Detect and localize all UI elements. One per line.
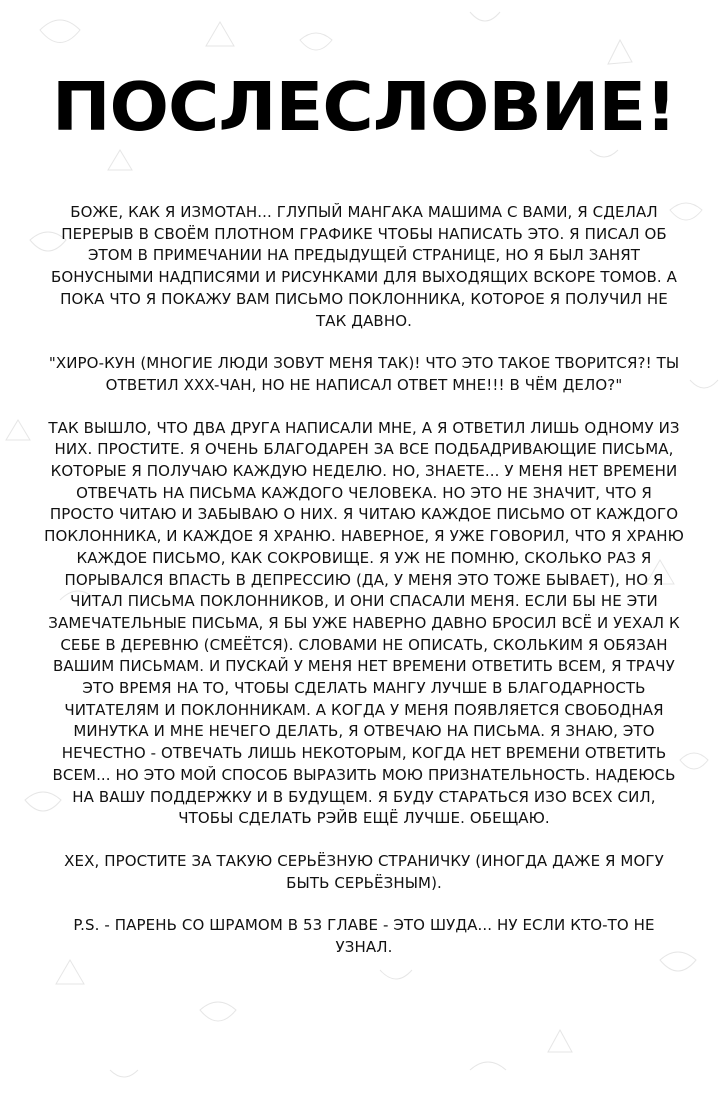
page-title: ПОСЛЕСЛОВИЕ! [51,68,677,146]
paragraph-reply: ТАК ВЫШЛО, ЧТО ДВА ДРУГА НАПИСАЛИ МНЕ, А Я ОТВЕТИЛ ЛИШЬ ОДНОМУ ИЗ НИХ. ПРОСТИТЕ. Я ОЧЕНЬ БЛАГОДАРЕН ЗА ВСЕ ПОДБАДРИВАЮЩИЕ ПИСЬМА, КОТОРЫЕ Я ПОЛУЧАЮ КАЖДУЮ НЕДЕЛЮ. НО, ЗНАЕТЕ... У МЕНЯ НЕТ ВРЕМЕНИ ОТВЕЧАТЬ НА ПИСЬМА КАЖДОГО ЧЕЛОВЕКА. НО ЭТО НЕ ЗНАЧИТ, ЧТО Я ПРОСТО ЧИТАЮ И ЗАБЫВАЮ О НИХ. Я ЧИТАЮ КАЖДОЕ ПИСЬМО ОТ КАЖДОГО ПОКЛОННИКА, И КАЖДОЕ Я ХРАНЮ. НАВЕРНОЕ, Я УЖЕ ГОВОРИЛ, ЧТО Я ХРАНЮ КАЖДОЕ ПИСЬМО, КАК СОКРОВИЩЕ. Я УЖ НЕ ПОМНЮ, СКОЛЬКО РАЗ Я ПОРЫВАЛСЯ ВПАСТЬ В ДЕПРЕССИЮ (ДА, У МЕНЯ ЭТО ТОЖЕ БЫВАЕТ), НО Я ЧИТАЛ ПИСЬМА ПОКЛОННИКОВ, И ОНИ СПАСАЛИ МЕНЯ. ЕСЛИ БЫ НЕ ЭТИ ЗАМЕЧАТЕЛЬНЫЕ ПИСЬМА, Я БЫ УЖЕ НАВЕРНО ДАВНО БРОСИЛ ВСЁ И УЕХАЛ К СЕБЕ В ДЕРЕВНЮ (СМЕЁТСЯ). СЛОВАМИ НЕ ОПИСАТЬ, СКОЛЬКИМ Я ОБЯЗАН ВАШИМ ПИСЬМАМ. И ПУСКАЙ У МЕНЯ НЕТ ВРЕМЕНИ ОТВЕТИТЬ ВСЕМ, Я ТРАЧУ ЭТО ВРЕМЯ НА ТО, ЧТОБЫ СДЕЛАТЬ МАНГУ ЛУЧШЕ В БЛАГОДАРНОСТЬ ЧИТАТЕЛЯМ И ПОКЛОННИКАМ. А КОГДА У МЕНЯ ПОЯВЛЯЕТСЯ СВОБОДНАЯ МИНУТКА И МНЕ НЕЧЕГО ДЕЛАТЬ, Я ОТВЕЧАЮ НА ПИСЬМА. Я ЗНАЮ, ЭТО НЕЧЕСТНО - ОТВЕЧАТЬ ЛИШЬ НЕКОТОРЫМ, КОГДА НЕТ ВРЕМЕНИ ОТВЕТИТЬ ВСЕМ... НО ЭТО МОЙ СПОСОБ ВЫРАЗИТЬ МОЮ ПРИЗНАТЕЛЬНОСТЬ. НАДЕЮСЬ НА ВАШУ ПОДДЕРЖКУ И В БУДУЩЕМ. Я БУДУ СТАРАТЬСЯ ИЗО ВСЕХ СИЛ, ЧТОБЫ СДЕЛАТЬ РЭЙВ ЕЩЁ ЛУЧШЕ. ОБЕЩАЮ. [44,418,684,828]
afterword-text [44,202,684,980]
paragraph-intro: БОЖЕ, КАК Я ИЗМОТАН... ГЛУПЫЙ МАНГАКА МАШИМА С ВАМИ, Я СДЕЛАЛ ПЕРЕРЫВ В СВОЁМ ПЛОТНОМ ГРАФИКЕ ЧТОБЫ НАПИСАТЬ ЭТО. Я ПИСАЛ ОБ ЭТОМ В ПРИМЕЧАНИИ НА ПРЕДЫДУЩЕЙ СТРАНИЦЕ, НО Я БЫЛ ЗАНЯТ БОНУСНЫМИ НАДПИСЯМИ И РИСУНКАМИ ДЛЯ ВЫХОДЯЩИХ ВСКОРЕ ТОМОВ. А ПОКА ЧТО Я ПОКАЖУ ВАМ ПИСЬМО ПОКЛОННИКА, КОТОРОЕ Я ПОЛУЧИЛ НЕ ТАК ДАВНО. [50,203,678,330]
paragraph-serious-note: ХЕХ, ПРОСТИТЕ ЗА ТАКУЮ СЕРЬЁЗНУЮ СТРАНИЧКУ (ИНОГДА ДАЖЕ Я МОГУ БЫТЬ СЕРЬЁЗНЫМ). [64,851,664,892]
paragraph-ps: P.S. - ПАРЕНЬ СО ШРАМОМ В 53 ГЛАВЕ - ЭТО ШУДА... НУ ЕСЛИ КТО-ТО НЕ УЗНАЛ. [73,916,655,957]
paragraph-fan-letter: "ХИРО-КУН (МНОГИЕ ЛЮДИ ЗОВУТ МЕНЯ ТАК)! ЧТО ЭТО ТАКОЕ ТВОРИТСЯ?! ТЫ ОТВЕТИЛ XXX-ЧАН, НО НЕ НАПИСАЛ ОТВЕТ МНЕ!!! В ЧЁМ ДЕЛО?" [48,354,680,394]
